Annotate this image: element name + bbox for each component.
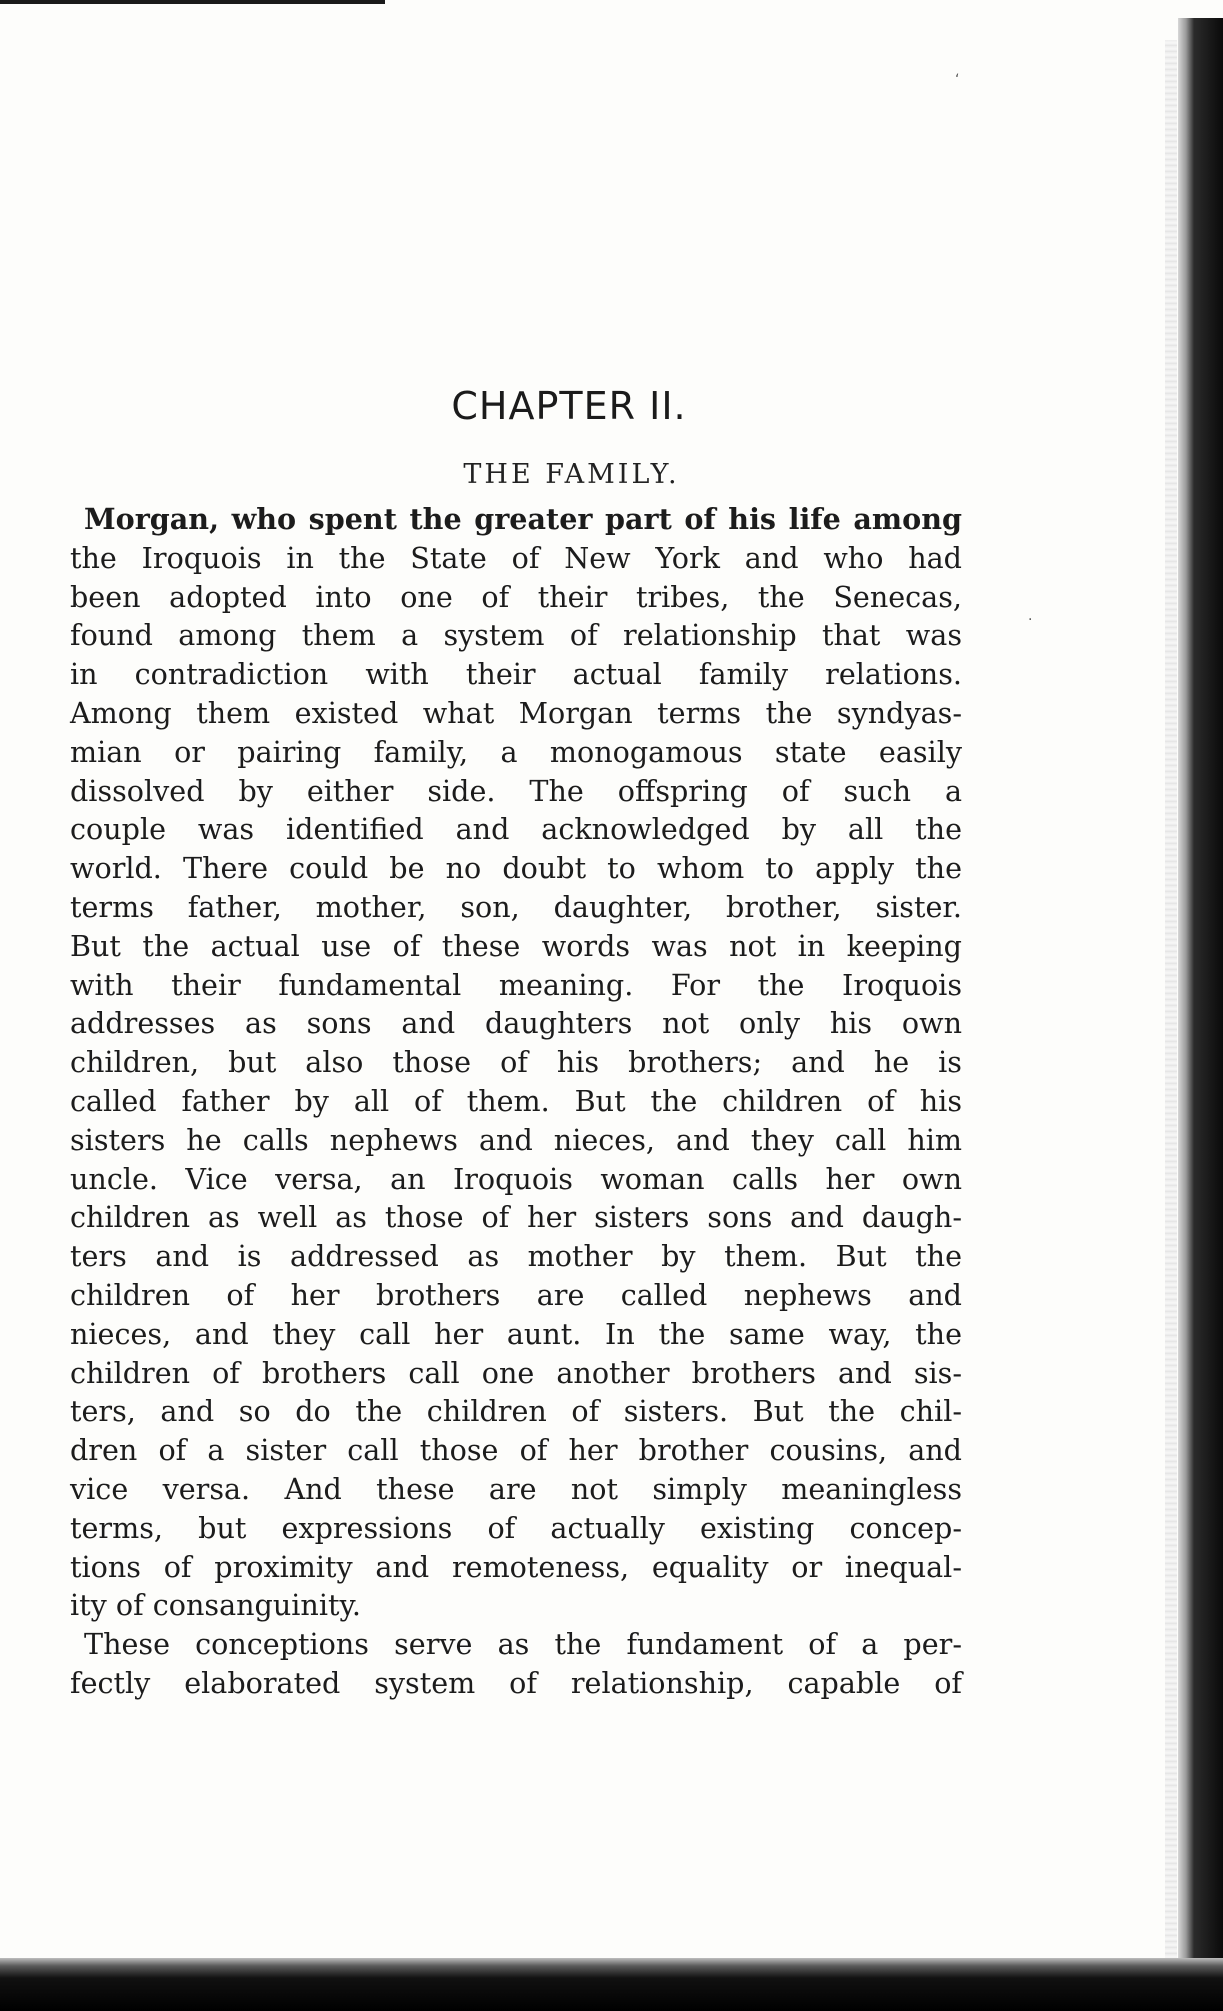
text-line: nieces, and they call her aunt. In the same way, the <box>70 1316 962 1351</box>
text-line: in contradiction with their actual family relations. <box>70 657 962 692</box>
text-line: children as well as those of her sisters sons and daugh- <box>70 1200 962 1235</box>
text-line: terms, but expressions of actually existing concep- <box>70 1510 962 1545</box>
text-line: the Iroquois in the State of New York and who had <box>70 540 962 575</box>
right-binding-edge <box>1178 18 1223 2011</box>
text-line: with their fundamental meaning. For the Iroquois <box>70 967 962 1002</box>
page-edge-shadow <box>1165 40 1177 1990</box>
scan-speck: · <box>1028 612 1033 628</box>
text-line: dissolved by either side. The offspring of such a <box>70 773 962 808</box>
scan-speck: ‘ <box>955 72 960 88</box>
text-line: vice versa. And these are not simply meaningless <box>70 1471 962 1506</box>
text-line: called father by all of them. But the children of his <box>70 1083 962 1118</box>
top-edge-rule <box>0 0 385 4</box>
chapter-heading: CHAPTER II. <box>451 384 687 428</box>
text-line: ters, and so do the children of sisters. But the chil- <box>70 1394 962 1429</box>
text-line: children of her brothers are called nephews and <box>70 1277 962 1312</box>
body-text <box>70 500 962 1703</box>
text-line: fectly elaborated system of relationship, capable of <box>70 1665 962 1700</box>
text-line: ity of consanguinity. <box>70 1588 361 1623</box>
bottom-scan-edge <box>0 1958 1223 2011</box>
text-line: addresses as sons and daughters not only his own <box>70 1006 962 1041</box>
text-line: children of brothers call one another brothers and sis- <box>70 1355 962 1390</box>
text-line: tions of proximity and remoteness, equality or inequal- <box>70 1549 962 1584</box>
text-line: terms father, mother, son, daughter, brother, sister. <box>70 889 962 924</box>
text-line: been adopted into one of their tribes, the Senecas, <box>70 579 962 614</box>
text-line: uncle. Vice versa, an Iroquois woman calls her own <box>70 1161 962 1196</box>
text-line: But the actual use of these words was not in keeping <box>70 928 962 963</box>
text-line: These conceptions serve as the fundament of a per- <box>84 1627 962 1662</box>
text-line: ters and is addressed as mother by them. But the <box>70 1239 962 1274</box>
text-line: couple was identified and acknowledged by all the <box>70 812 962 847</box>
section-title: THE FAMILY. <box>463 459 680 490</box>
text-line: children, but also those of his brothers; and he is <box>70 1045 962 1080</box>
text-line: sisters he calls nephews and nieces, and they call him <box>70 1122 962 1157</box>
text-line: mian or pairing family, a monogamous state easily <box>70 734 962 769</box>
text-line: Among them existed what Morgan terms the syndyas- <box>70 695 962 730</box>
text-line: world. There could be no doubt to whom to apply the <box>70 851 962 886</box>
text-line: dren of a sister call those of her brother cousins, and <box>70 1433 962 1468</box>
text-line: Morgan, who spent the greater part of his life among <box>84 502 962 536</box>
text-line: found among them a system of relationship that was <box>70 618 962 653</box>
